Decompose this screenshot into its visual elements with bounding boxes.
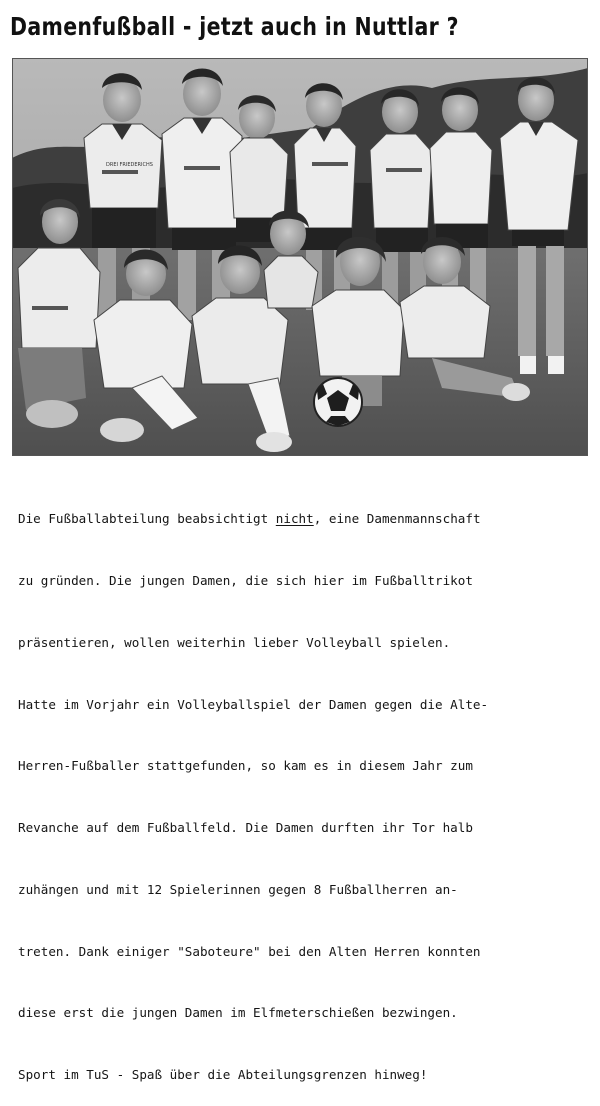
caption-line-5: Herren-Fußballer stattgefunden, so kam es in diesem Jahr zum [18, 758, 473, 774]
caption-emphasis-nicht: nicht [275, 511, 314, 527]
caption-text [18, 468, 588, 1106]
caption-line-1 [18, 509, 588, 530]
jersey-text: DREI FRIEDERICHS [106, 162, 153, 168]
caption-line-1-start: Die Fußballabteilung beabsichtigt [18, 511, 276, 527]
caption-line-4: Hatte im Vorjahr ein Volleyballspiel der Damen gegen die Alte- [18, 696, 489, 712]
caption-line-8: treten. Dank einiger "Saboteure" bei den Alten Herren konnten [18, 943, 481, 959]
caption-line-3: präsentieren, wollen weiterhin lieber Volleyball spielen. [18, 634, 451, 650]
caption-line-9: diese erst die jungen Damen im Elfmeterschießen bezwingen. [18, 1005, 458, 1021]
caption-line-1-end: , eine Damenmannschaft [313, 511, 481, 527]
football [314, 378, 362, 426]
caption-line-7: zuhängen und mit 12 Spielerinnen gegen 8 Fußballherren an- [18, 881, 458, 897]
headline: Damenfußball - jetzt auch in Nuttlar ? [10, 12, 459, 41]
caption-line-10: Sport im TuS - Spaß über die Abteilungsgrenzen hinweg! [18, 1067, 428, 1083]
caption-line-6: Revanche auf dem Fußballfeld. Die Damen durften ihr Tor halb [18, 820, 473, 836]
team-photo [12, 58, 588, 456]
caption-line-2: zu gründen. Die jungen Damen, die sich hier im Fußballtrikot [18, 572, 473, 588]
